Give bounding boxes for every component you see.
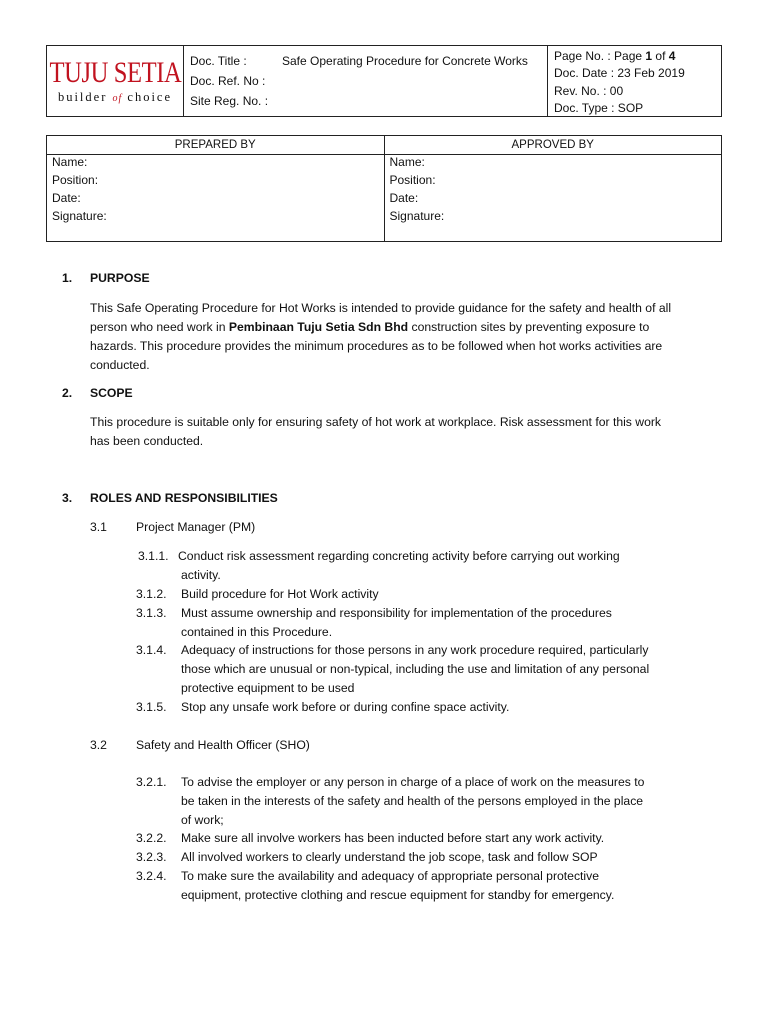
list-item-text: Build procedure for Hot Work activity	[181, 587, 379, 601]
doc-title-value: Safe Operating Procedure for Concrete Works	[282, 54, 528, 68]
list-item-text: Adequacy of instructions for those persons in any work procedure required, particularly	[181, 643, 649, 657]
pm-number: 3.1	[90, 520, 107, 534]
list-item-text: To advise the employer or any person in charge of a place of work on the measures to	[181, 775, 645, 789]
logo-tagline-choice: choice	[127, 89, 173, 104]
page-current: 1	[645, 49, 653, 63]
roles-heading: ROLES AND RESPONSIBILITIES	[90, 491, 278, 505]
list-item-number: 3.1.2.	[136, 587, 167, 601]
doc-type: Doc. Type : SOP	[554, 101, 644, 115]
rev-no: Rev. No. : 00	[554, 84, 624, 98]
list-item-text: those which are unusual or non-typical, including the use and limitation of any personal	[181, 662, 650, 676]
document-meta-cell	[184, 46, 548, 116]
approved-date-label: Date:	[389, 191, 419, 205]
list-item-number: 3.2.3.	[136, 850, 167, 864]
approved-by-column	[384, 136, 722, 241]
approved-signature-label: Signature:	[389, 209, 445, 223]
purpose-text-end: construction sites by preventing exposure to hazards. This procedure provides the minimum procedures as to be followed when hot works activities are conducted.	[90, 320, 663, 372]
list-item-number: 3.1.5.	[136, 700, 167, 714]
roles-number: 3.	[62, 491, 73, 505]
approved-by-heading: APPROVED BY	[385, 136, 722, 155]
list-item-text: Conduct risk assessment regarding concreting activity before carrying out working	[178, 549, 620, 563]
list-item-number: 3.1.4.	[136, 643, 167, 657]
company-name: Pembinaan Tuju Setia Sdn Bhd	[228, 320, 409, 334]
scope-paragraph: This procedure is suitable only for ensuring safety of hot work at workplace. Risk assessment for this work has been conducted.	[90, 415, 662, 448]
purpose-paragraph	[90, 299, 680, 375]
prepared-by-heading: PREPARED BY	[47, 136, 384, 155]
company-logo	[47, 46, 184, 116]
page-number	[554, 49, 675, 63]
logo-wordmark: TUJU SETIA	[49, 55, 181, 89]
pm-heading: Project Manager (PM)	[136, 520, 256, 534]
page-of: of	[652, 49, 669, 63]
site-reg-label: Site Reg. No. :	[190, 94, 269, 108]
doc-date: Doc. Date : 23 Feb 2019	[554, 66, 685, 80]
list-item-text: be taken in the interests of the safety and health of the persons employed in the place	[181, 794, 644, 808]
list-item-text: To make sure the availability and adequacy of appropriate personal protective	[181, 869, 600, 883]
list-item-text: Stop any unsafe work before or during confine space activity.	[181, 700, 510, 714]
logo-tagline	[58, 90, 172, 105]
doc-ref-label: Doc. Ref. No :	[190, 74, 266, 88]
scope-number: 2.	[62, 386, 73, 400]
logo-tagline-of: of	[112, 92, 123, 104]
list-item-number: 3.2.1.	[136, 775, 167, 789]
list-item-number: 3.2.4.	[136, 869, 167, 883]
page-total: 4	[668, 49, 676, 63]
signoff-table	[46, 135, 722, 242]
list-item-text: Must assume ownership and responsibility for implementation of the procedures	[181, 606, 612, 620]
list-item-text: of work;	[181, 813, 224, 827]
purpose-number: 1.	[62, 271, 73, 285]
scope-heading: SCOPE	[90, 386, 133, 400]
list-item-number: 3.1.1.	[138, 549, 169, 563]
purpose-heading: PURPOSE	[90, 271, 150, 285]
list-item-number: 3.1.3.	[136, 606, 167, 620]
purpose-text-start: This Safe Operating Procedure for Hot Works is intended to provide guidance for the safety and health of all person who need work in	[90, 301, 672, 334]
list-item-text: equipment, protective clothing and rescue equipment for standby for emergency.	[181, 888, 615, 902]
list-item-number: 3.2.2.	[136, 831, 167, 845]
prepared-position-label: Position:	[52, 173, 99, 187]
prepared-name-label: Name:	[52, 155, 88, 169]
approved-position-label: Position:	[389, 173, 436, 187]
list-item-text: activity.	[181, 568, 221, 582]
prepared-by-column	[47, 136, 384, 241]
sho-number: 3.2	[90, 738, 107, 752]
approved-name-label: Name:	[389, 155, 425, 169]
prepared-date-label: Date:	[52, 191, 81, 205]
document-info-cell	[548, 46, 721, 116]
list-item-text: Make sure all involve workers has been inducted before start any work activity.	[181, 831, 605, 845]
prepared-signature-label: Signature:	[52, 209, 107, 223]
list-item-text: All involved workers to clearly understand the job scope, task and follow SOP	[181, 850, 598, 864]
list-item-text: protective equipment to be used	[181, 681, 355, 695]
list-item-text: contained in this Procedure.	[181, 625, 333, 639]
page-number-prefix: Page No. : Page	[554, 49, 646, 63]
doc-title-label: Doc. Title :	[190, 54, 247, 68]
sho-heading: Safety and Health Officer (SHO)	[136, 738, 310, 752]
logo-tagline-builder: builder	[57, 89, 108, 104]
document-header-table	[46, 45, 722, 117]
